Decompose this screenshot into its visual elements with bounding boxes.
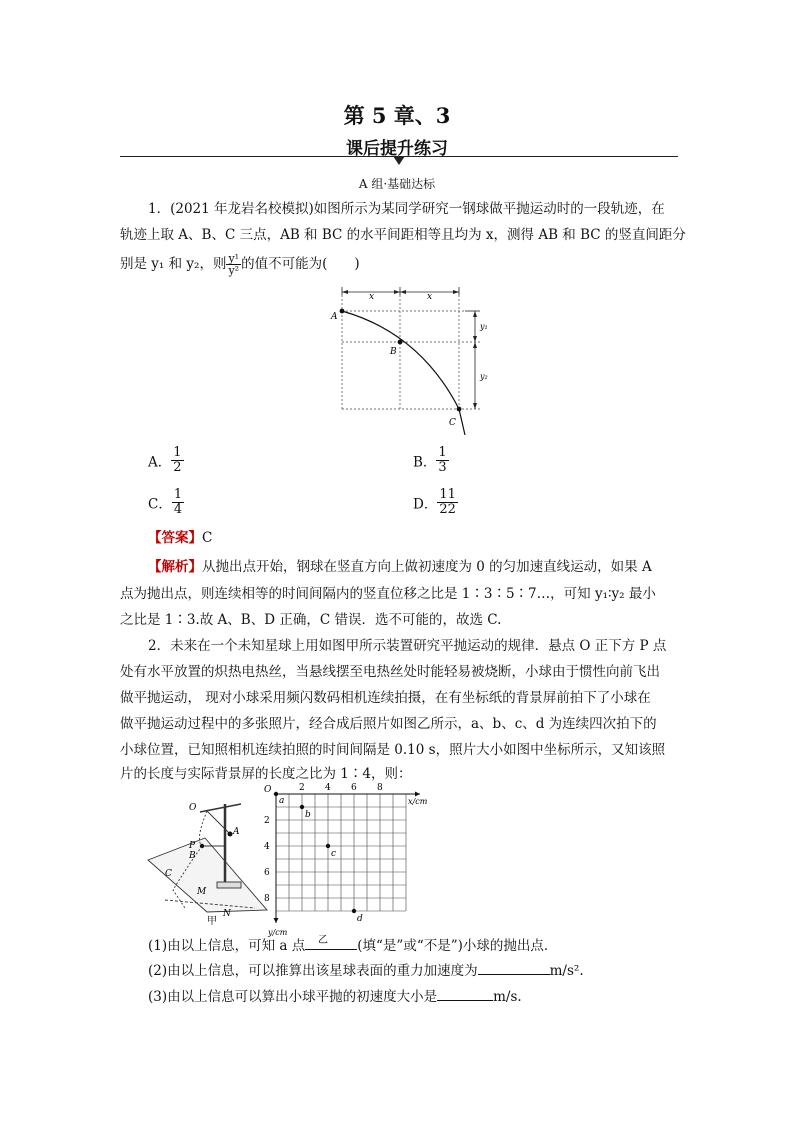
sub1-pre: (1)由以上信息，可知 a 点 (148, 938, 306, 954)
q2-line-6: 片的长度与实际背景屏的长度之比为 1∶4，则： (120, 766, 412, 782)
option-d-letter: D． (413, 496, 438, 513)
sub1-post: (填“是”或“不是”)小球的抛出点． (357, 938, 558, 954)
sub2-pre: (2)由以上信息，可以推算出该星球表面的重力加速度为 (148, 963, 478, 979)
label-x-1: x (369, 292, 375, 302)
option-c-num: 1 (173, 487, 183, 502)
q2-sub-3 (148, 985, 522, 1005)
grid-lines (274, 792, 421, 924)
data-point-label-b: b (305, 810, 311, 820)
caption-yi: 乙 (318, 935, 328, 946)
page-title: 第 5 章、3 (343, 103, 451, 128)
sub2-post: m/s². (549, 963, 584, 979)
sub3-pre: (3)由以上信息可以算出小球平抛的初速度大小是 (148, 989, 438, 1005)
q1-line-1: 1．(2021 年龙岩名校模拟)如图所示为某同学研究一钢球做平抛运动时的一段轨迹，在 (148, 201, 665, 217)
grid-chart-yi (258, 780, 438, 946)
x-tick-label: 4 (325, 783, 331, 793)
option-b-den: 3 (438, 460, 447, 475)
option-d-num: 11 (439, 487, 456, 502)
sub1-answer-blank[interactable] (305, 935, 357, 950)
label-y2: y₂ (480, 372, 488, 381)
sub2-answer-blank[interactable] (478, 960, 550, 975)
sub3-answer-blank[interactable] (437, 986, 493, 1001)
q1-analysis-line-1 (148, 555, 652, 575)
q1-line-3 (120, 252, 360, 276)
origin-label: O (264, 785, 272, 795)
data-points (274, 792, 363, 924)
option-a-num: 1 (173, 445, 182, 460)
analysis-text-1: 从抛出点开始，钢球在竖直方向上做初速度为 0 的匀加速直线运动，如果 A (202, 559, 652, 575)
option-d[interactable] (413, 488, 458, 517)
label-a: A (331, 312, 338, 322)
x-tick-label: 6 (351, 783, 357, 793)
label-b: B (390, 347, 397, 357)
option-a-letter: A． (148, 454, 172, 471)
y-tick-label: 8 (264, 894, 270, 904)
q1-fraction-denominator: y² (228, 264, 240, 277)
option-c-letter: C． (148, 496, 172, 513)
option-b-num: 1 (438, 445, 447, 460)
section-group-label: A 组·基础达标 (358, 177, 436, 191)
q1-trajectory-figure (325, 285, 488, 443)
label-n: N (223, 909, 231, 919)
q1-analysis-line-3: 之比是 1∶3.故 A、B、D 正确，C 错误．选不可能的，故选 C. (120, 612, 502, 628)
data-point-b (300, 805, 304, 809)
data-point-label-d: d (357, 914, 363, 924)
pendulum-string (207, 811, 230, 834)
data-point-d (352, 909, 356, 913)
label-y1: y₁ (480, 322, 488, 331)
label-c: C (449, 418, 456, 428)
point-p (200, 844, 204, 848)
x-axis-arrow-icon (415, 792, 420, 797)
q2-line-2: 处有水平放置的炽热电热丝，当悬线摆至电热丝处时能轻易被烧断，小球由于惯性向前飞出 (120, 664, 660, 680)
q1-line-3-pre: 别是 y₁ 和 y₂，则 (120, 256, 227, 272)
sub3-post: m/s. (493, 989, 522, 1005)
label-b-jia: B (189, 851, 196, 861)
q1-fraction-numerator: y¹ (228, 252, 240, 265)
q1-fraction (226, 253, 241, 276)
answer-value: C (202, 530, 213, 546)
data-point-label-a: a (279, 796, 285, 806)
q2-line-5: 小球位置，已知照相机连续拍照的时间间隔是 0.10 s，照片大小如图中坐标所示，又知该照 (120, 742, 666, 758)
y-tick-label: 4 (264, 842, 270, 852)
divider-triangle-icon (393, 156, 405, 165)
q1-line-2: 轨迹上取 A、B、C 三点，AB 和 BC 的水平间距相等且均为 x，测得 AB 和 BC 的竖直间距分 (120, 227, 686, 243)
q2-line-4: 做平抛运动过程中的多张照片，经合成后照片如图乙所示，a、b、c、d 为连续四次拍下的 (120, 716, 657, 732)
caption-jia: 甲 (207, 916, 217, 927)
x-tick-label: 2 (299, 783, 305, 793)
x-axis-label: x/cm (408, 797, 428, 806)
apparatus-figure-jia (145, 790, 270, 926)
option-c-fraction (172, 488, 184, 517)
q2-sub-1 (148, 934, 557, 954)
trajectory-curve (342, 311, 465, 435)
page-subtitle: 课后提升练习 (346, 139, 448, 159)
option-a-fraction (171, 446, 183, 475)
label-x-2: x (427, 292, 433, 302)
data-point-a (274, 792, 278, 796)
ball-a (228, 832, 233, 837)
q1-analysis-line-2: 点为抛出点，则连续相等的时间间隔内的竖直位移之比是 1∶3∶5∶7…，可知 y₁∶y₂ 最小 (120, 586, 656, 602)
option-b-letter: B． (413, 454, 437, 471)
y-axis-arrow-icon (274, 918, 279, 923)
label-o: O (189, 803, 197, 813)
stand-arm (200, 804, 241, 812)
stand-base (217, 882, 241, 888)
x-tick-label: 8 (377, 783, 383, 793)
option-a-den: 2 (173, 460, 182, 475)
dim-arrows (342, 290, 477, 409)
answer-tag: 【答案】 (148, 530, 202, 546)
label-m: M (197, 887, 207, 897)
label-p: P (189, 841, 196, 851)
data-point-c (326, 844, 330, 848)
data-point-label-c: c (331, 849, 337, 859)
option-a[interactable] (148, 446, 184, 475)
y-tick-label: 6 (264, 868, 270, 878)
option-d-den: 22 (439, 502, 456, 517)
y-tick-label: 2 (264, 816, 270, 826)
point-b-dot (398, 340, 403, 345)
y-axis-label: y/cm (268, 928, 288, 937)
q1-line-3-post: 的值不可能为( ) (241, 256, 360, 272)
point-c-dot (457, 407, 462, 412)
option-c-den: 4 (173, 502, 183, 517)
q2-line-3: 做平抛运动， 现对小球采用频闪数码相机连续拍摄，在有坐标纸的背景屏前拍下了小球在 (120, 690, 651, 706)
analysis-tag: 【解析】 (148, 559, 202, 575)
q2-line-1: 2．未来在一个未知星球上用如图甲所示装置研究平抛运动的规律．悬点 O 正下方 P 点 (148, 638, 667, 654)
point-a-dot (340, 309, 345, 314)
label-c-jia: C (165, 869, 172, 879)
option-b-fraction (436, 446, 448, 475)
label-a-jia: A (233, 827, 240, 837)
option-b[interactable] (413, 446, 449, 475)
option-c[interactable] (148, 488, 184, 517)
q2-sub-2 (148, 959, 584, 979)
q1-answer (148, 526, 212, 546)
axis-labels (264, 783, 428, 946)
option-d-fraction (437, 488, 458, 517)
